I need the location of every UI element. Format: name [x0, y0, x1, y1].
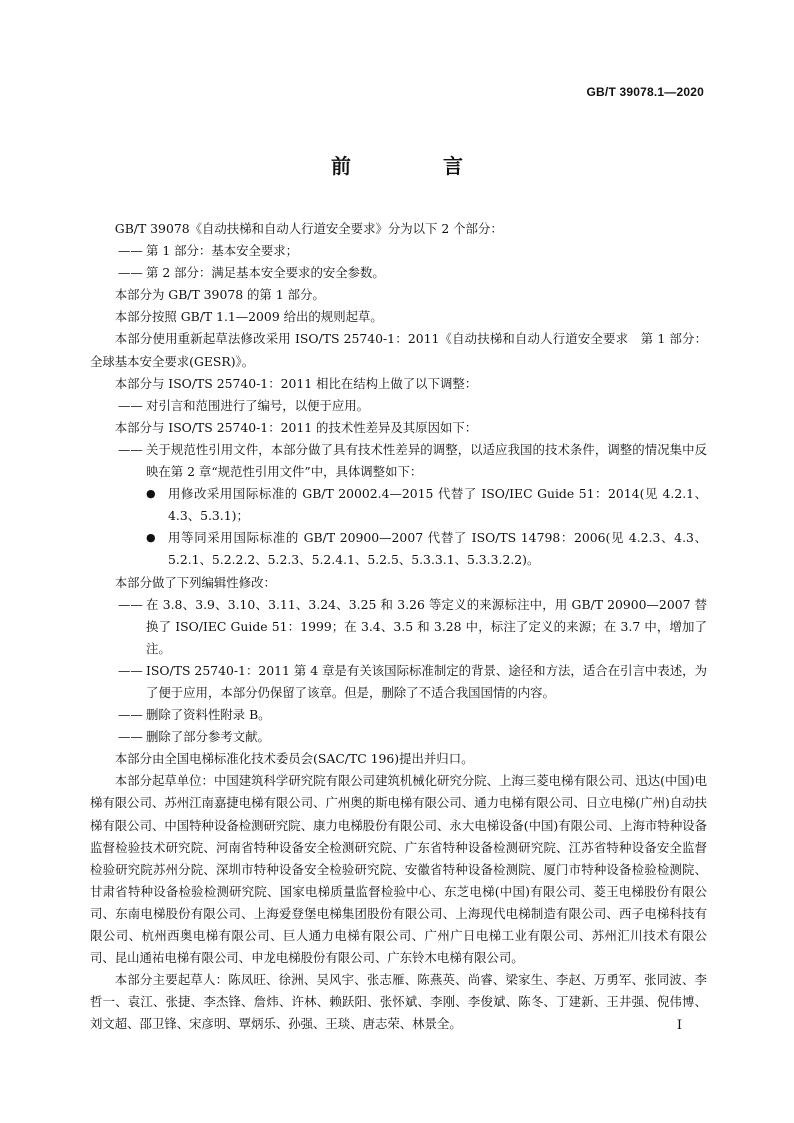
- list-item-text: 关于规范性引用文件，本部分做了具有技术性差异的调整，以适应我国的技术条件，调整的情况集中反映在第 2 章“规范性引用文件”中，具体调整如下：: [146, 441, 707, 480]
- dash-marker: ——: [118, 265, 143, 281]
- list-item-text: 第 1 部分：基本安全要求；: [146, 243, 299, 259]
- page-title: 前 言: [331, 154, 499, 178]
- list-item: [90, 262, 707, 284]
- paragraph: 本部分使用重新起草法修改采用 ISO/TS 25740-1：2011《自动扶梯和自动人行道安全要求 第 1 部分：全球基本安全要求(GESR)》。: [90, 331, 707, 369]
- bullet-marker: ●: [146, 531, 156, 545]
- paragraph: GB/T 39078《自动扶梯和自动人行道安全要求》分为以下 2 个部分：: [114, 221, 503, 236]
- paragraph: 本部分起草单位：中国建筑科学研究院有限公司建筑机械化研究分院、上海三菱电梯有限公司、迅达(中国)电梯有限公司、苏州江南嘉捷电梯有限公司、广州奥的斯电梯有限公司、通力电梯有限公司、日立电梯(广州)自动扶梯有限公司、中国特种设备检测研究院、康力电梯股份有限公司、永大电梯设备(中国)有限公司、上海市特种设备监督检验技术研究院、河南省特种设备安全检测研究院、广东省特种设备检测研究院、江苏省特种设备安全监督检验研究院苏州分院、深圳市特种设备安全检验研究院、安徽省特种设备检测院、厦门市特种设备检验检测院、甘肃省特种设备检验检测研究院、国家电梯质量监督检验中心、东芝电梯(中国)有限公司、菱王电梯股份有限公司、东南电梯股份有限公司、上海爱登堡电梯集团股份有限公司、上海现代电梯制造有限公司、西子电梯科技有限公司、杭州西奥电梯有限公司、巨人通力电梯有限公司、广州广日电梯工业有限公司、苏州汇川技术有限公司、昆山通祐电梯有限公司、申龙电梯股份有限公司、广东铃木电梯有限公司。: [90, 773, 707, 966]
- paragraph: 本部分与 ISO/TS 25740-1：2011 相比在结构上做了以下调整：: [114, 375, 478, 391]
- list-item: [90, 660, 707, 704]
- list-item-text: 对引言和范围进行了编号，以便于应用。: [146, 397, 370, 413]
- list-item-text: 删除了资料性附录 B。: [146, 707, 271, 723]
- dash-marker: ——: [118, 243, 143, 259]
- paragraph: 本部分为 GB/T 39078 的第 1 部分。: [114, 287, 325, 303]
- dash-marker: ——: [118, 729, 143, 745]
- paragraph: 本部分做了下列编辑性修改：: [114, 574, 276, 590]
- list-item: [90, 439, 707, 483]
- paragraph: 本部分主要起草人：陈凤旺、徐洲、吴风宇、张志雁、陈燕英、尚睿、梁家生、李赵、万勇军、张同波、李哲一、袁江、张捷、李杰锋、詹炜、许林、赖跃阳、张怀斌、李刚、李俊斌、陈冬、丁建新、王井强、倪伟博、刘文超、邵卫锋、宋彦明、覃炳乐、孙强、王琰、唐志荣、林景全。: [90, 972, 707, 1032]
- bullet-item-text: 用修改采用国际标准的 GB/T 20002.4—2015 代替了 ISO/IEC Guide 51：2014(见 4.2.1、4.3、5.3.1)；: [168, 486, 707, 524]
- paragraph: 本部分与 ISO/TS 25740-1：2011 的技术性差异及其原因如下：: [114, 419, 478, 435]
- list-item-text: 第 2 部分：满足基本安全要求的安全参数。: [146, 265, 385, 281]
- dash-marker: ——: [118, 707, 143, 723]
- bullet-marker: ●: [146, 487, 156, 501]
- paragraph: 本部分按照 GB/T 1.1—2009 给出的规则起草。: [114, 309, 383, 325]
- list-item-text: 删除了部分参考文献。: [146, 729, 270, 745]
- standard-number: GB/T 39078.1—2020: [586, 85, 704, 99]
- foreword-body: [90, 218, 707, 1035]
- paragraph: 本部分由全国电梯标准化技术委员会(SAC/TC 196)提出并归口。: [114, 751, 474, 767]
- list-item: [90, 704, 707, 726]
- bullet-item-text: 用等同采用国际标准的 GB/T 20900—2007 代替了 ISO/TS 14798：2006(见 4.2.3、4.3、5.2.1、5.2.2.2、5.2.3、5.2.4.1、5.2.5、5.3.3.1、5.3.3.2.2)。: [168, 530, 707, 568]
- list-item-text: ISO/TS 25740-1：2011 第 4 章是有关该国际标准制定的背景、途径和方法，适合在引言中表述，为了便于应用，本部分仍保留了该章。但是，删除了不适合我国国情的内容。: [146, 662, 707, 700]
- bullet-item: [90, 483, 707, 527]
- dash-marker: ——: [118, 662, 143, 678]
- page-number: I: [676, 1018, 682, 1033]
- list-item: [90, 726, 707, 748]
- list-item: [90, 240, 707, 262]
- list-item-text: 在 3.8、3.9、3.10、3.11、3.24、3.25 和 3.26 等定义的来源标注中，用 GB/T 20900—2007 替换了 ISO/IEC Guide 51：1999；在 3.4、3.5 和 3.28 中，标注了定义的来源；在 3.7 中，增加了注。: [146, 596, 707, 656]
- list-item: [90, 594, 707, 660]
- bullet-item: [90, 527, 707, 571]
- dash-marker: ——: [118, 596, 143, 612]
- dash-marker: ——: [118, 441, 143, 457]
- list-item: [90, 395, 707, 417]
- dash-marker: ——: [118, 397, 143, 413]
